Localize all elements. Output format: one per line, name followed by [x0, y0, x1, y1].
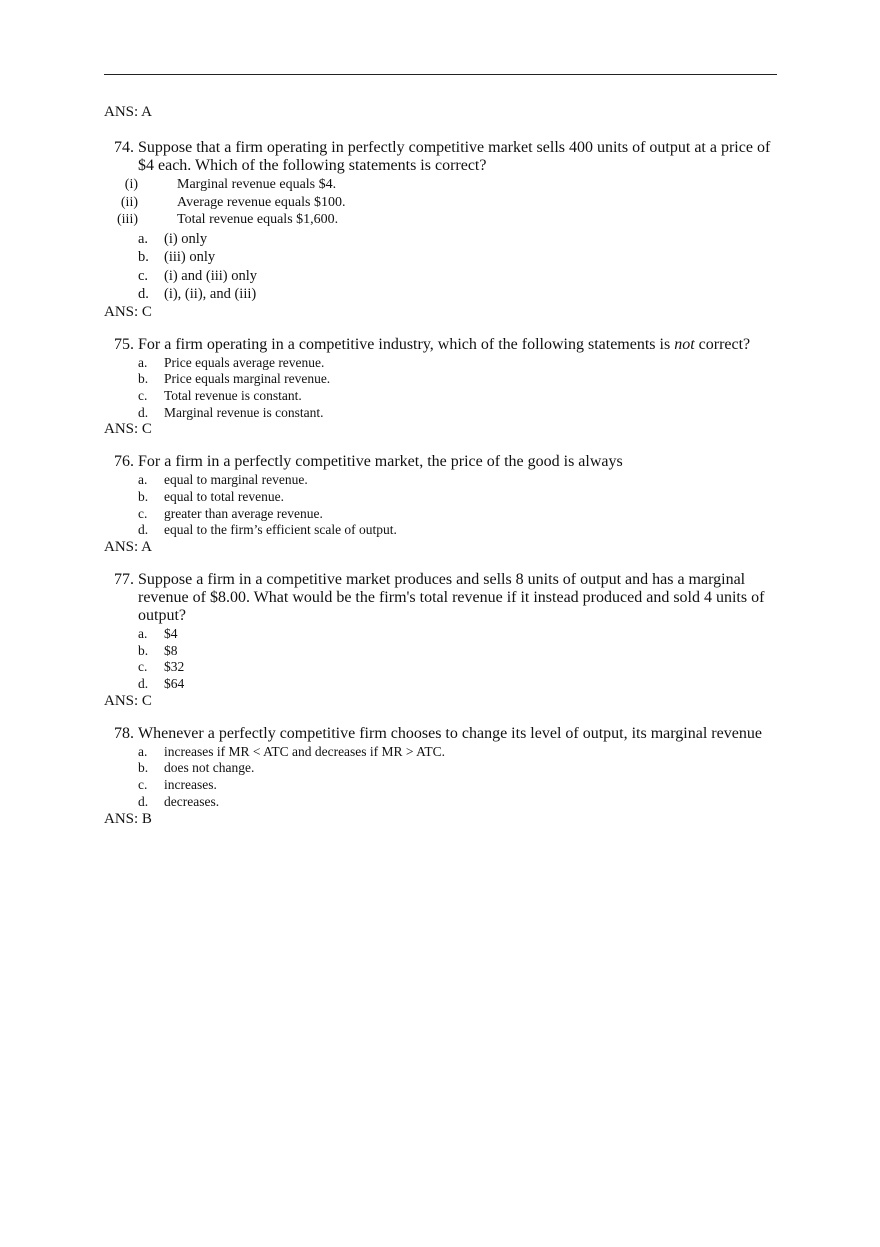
question-number: 75.: [114, 335, 134, 353]
option-list: [104, 626, 780, 693]
question-text-line: $4 each. Which of the following statements is correct?: [138, 157, 487, 174]
option-item: [104, 794, 780, 811]
option-list: [104, 744, 780, 811]
content: [104, 104, 780, 828]
option-text: Marginal revenue is constant.: [164, 404, 324, 420]
question-text-line: output?: [138, 607, 186, 624]
option-letter: b.: [138, 760, 149, 776]
option-item: [104, 489, 780, 506]
option-item: [104, 659, 780, 676]
answer: ANS: B: [104, 810, 152, 827]
answer: ANS: C: [104, 421, 152, 438]
option-letter: b.: [138, 371, 149, 387]
question-stem: [104, 453, 780, 471]
question-74: [104, 139, 780, 321]
option-letter: b.: [138, 642, 149, 658]
option-letter: a.: [138, 743, 148, 759]
option-list: [104, 230, 780, 304]
option-item: [104, 388, 780, 405]
option-item: [104, 626, 780, 643]
option-letter: a.: [138, 354, 148, 370]
option-text: greater than average revenue.: [164, 505, 323, 521]
question-number: 77.: [114, 571, 134, 588]
question-78: [104, 725, 780, 828]
question-77: [104, 571, 780, 710]
option-text: $8: [164, 642, 178, 658]
option-letter: a.: [138, 230, 149, 247]
option-letter: a.: [138, 626, 148, 641]
statement-number: (i): [124, 177, 138, 192]
option-text: Price equals average revenue.: [164, 354, 325, 370]
statement-text: Average revenue equals $100.: [177, 194, 346, 210]
option-item: [104, 744, 780, 761]
option-item: [104, 267, 780, 286]
option-text: $32: [164, 659, 185, 675]
question-text-line: [138, 336, 780, 354]
option-letter: b.: [138, 249, 149, 265]
answer: ANS: C: [104, 692, 152, 709]
question-text-emphasis: not: [674, 335, 695, 353]
option-letter: d.: [138, 793, 149, 809]
statement-number: (iii): [117, 212, 138, 227]
option-item: [104, 230, 780, 249]
option-item: [104, 643, 780, 660]
statement-item: [104, 194, 780, 212]
option-text: increases.: [164, 777, 217, 793]
option-text: (i), (ii), and (iii): [164, 286, 257, 302]
statement-text: Marginal revenue equals $4.: [177, 177, 337, 192]
option-list: [104, 472, 780, 539]
option-letter: d.: [138, 404, 149, 420]
question-75: [104, 336, 780, 439]
option-letter: d.: [138, 676, 149, 692]
option-text: Price equals marginal revenue.: [164, 371, 331, 387]
question-number: 76.: [114, 453, 134, 471]
answer-previous: ANS: A: [104, 104, 152, 120]
statement-item: [104, 211, 780, 229]
question-text-line: Whenever a perfectly competitive firm chooses to change its level of output, its marginal revenue: [138, 724, 762, 742]
option-letter: d.: [138, 286, 149, 302]
answer: ANS: C: [104, 303, 152, 320]
option-item: [104, 355, 780, 372]
question-76: [104, 453, 780, 556]
statement-text: Total revenue equals $1,600.: [177, 212, 339, 227]
question-stem: [104, 139, 780, 175]
option-item: [104, 472, 780, 489]
top-rule: [104, 74, 777, 75]
option-text: does not change.: [164, 760, 255, 776]
question-number: 78.: [114, 724, 134, 742]
question-text-after: correct?: [694, 335, 751, 353]
option-letter: c.: [138, 659, 148, 675]
option-letter: c.: [138, 387, 148, 403]
statement-number: (ii): [120, 194, 138, 210]
question-text-line: For a firm in a perfectly competitive market, the price of the good is always: [138, 453, 623, 471]
question-number: 74.: [114, 139, 134, 156]
option-letter: b.: [138, 488, 149, 504]
option-item: [104, 676, 780, 693]
option-text: $4: [164, 626, 178, 641]
option-letter: c.: [138, 267, 149, 284]
option-item: [104, 371, 780, 388]
option-list: [104, 355, 780, 422]
question-text-line: revenue of $8.00. What would be the firm's total revenue if it instead produced and sold 4 units of: [138, 589, 765, 606]
option-item: [104, 405, 780, 422]
statement-item: [104, 176, 780, 194]
option-text: (i) only: [164, 230, 208, 247]
option-item: [104, 285, 780, 304]
question-stem: [104, 571, 780, 625]
option-text: decreases.: [164, 793, 220, 809]
option-text: (i) and (iii) only: [164, 267, 258, 284]
answer: ANS: A: [104, 539, 152, 555]
option-letter: a.: [138, 472, 148, 488]
question-text-line: Suppose a firm in a competitive market produces and sells 8 units of output and has a marginal: [138, 571, 746, 588]
option-item: [104, 248, 780, 267]
question-text-before: For a firm operating in a competitive industry, which of the following statements is: [138, 335, 675, 353]
option-text: increases if MR < ATC and decreases if MR > ATC.: [164, 743, 446, 759]
option-text: equal to the firm’s efficient scale of output.: [164, 522, 397, 538]
option-text: equal to marginal revenue.: [164, 472, 308, 488]
question-stem: [104, 336, 780, 354]
option-item: [104, 506, 780, 523]
question-stem: [104, 725, 780, 743]
option-letter: c.: [138, 777, 148, 793]
option-text: Total revenue is constant.: [164, 387, 302, 403]
option-text: (iii) only: [164, 249, 216, 265]
option-letter: c.: [138, 505, 148, 521]
option-text: equal to total revenue.: [164, 488, 284, 504]
option-text: $64: [164, 676, 185, 692]
option-item: [104, 522, 780, 539]
option-item: [104, 760, 780, 777]
question-text-line: Suppose that a firm operating in perfectly competitive market sells 400 units of output at a price of: [138, 139, 771, 156]
option-item: [104, 777, 780, 794]
statement-list: [104, 176, 780, 229]
option-letter: d.: [138, 522, 149, 538]
